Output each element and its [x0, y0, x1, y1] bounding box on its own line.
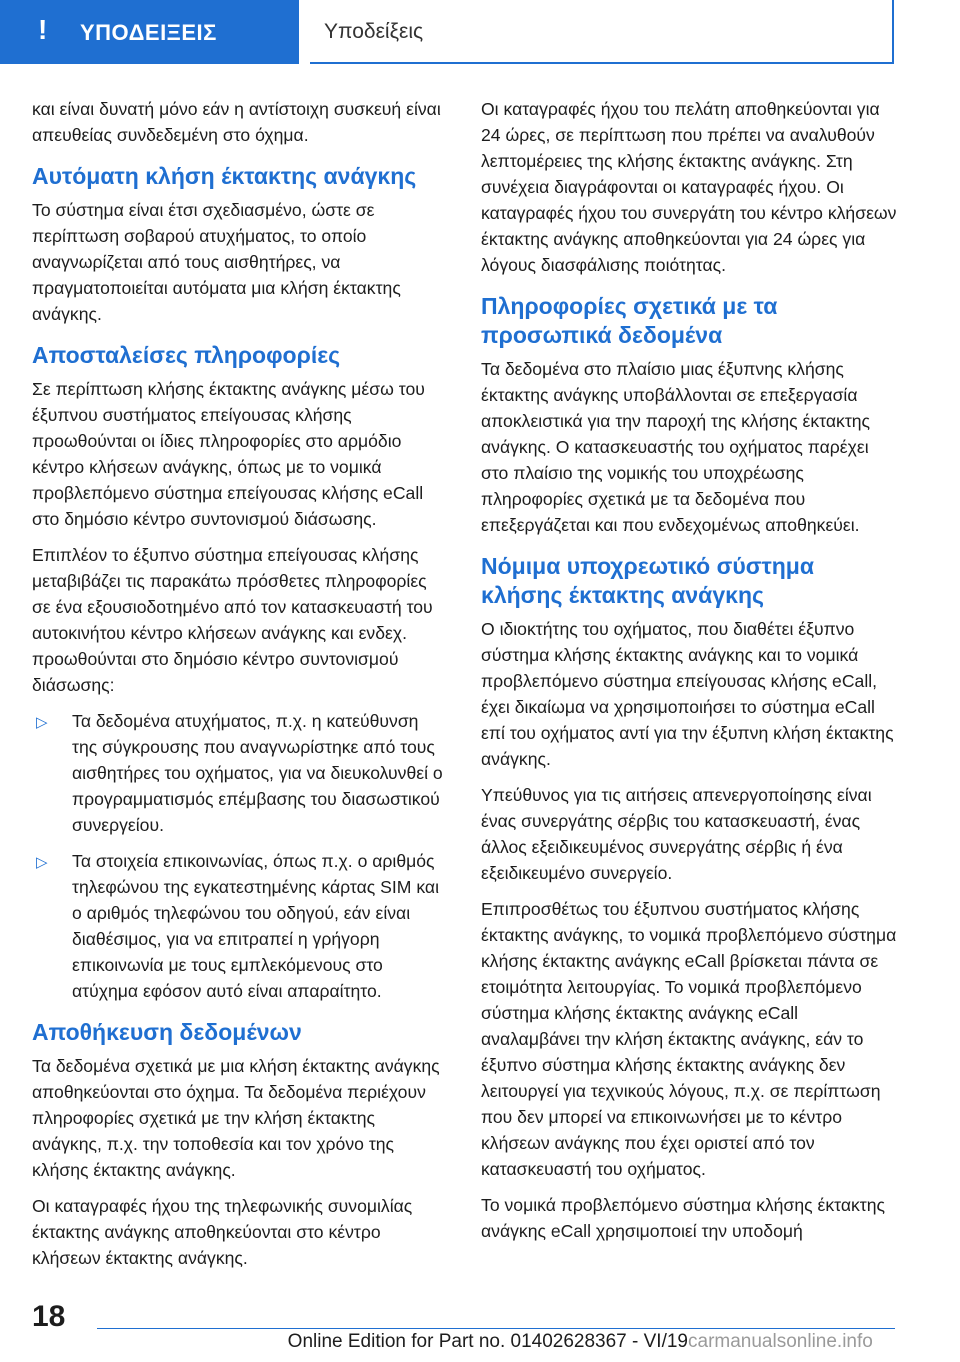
breadcrumb [310, 0, 894, 64]
heading-sent-info: Αποσταλείσες πληροφορίες [32, 342, 341, 368]
paragraph: Το νομικά προβλεπόμενο σύστημα κλήσης έκτακτης ανάγκης eCall χρησιμοποιεί την υποδομή [481, 1195, 886, 1241]
paragraph: Σε περίπτωση κλήσης έκτακτης ανάγκης μέσω του έξυπνου συστήματος επείγουσας κλήσης προωθούνται οι ίδιες πληροφορίες στο αρμόδιο κέντρο κλήσεων ανάγκης, όπως με το νομικά προβλεπόμενο σύστημα επείγουσας κλήσης eCall στο δημόσιο κέντρο συντονισμού διάσωσης. [32, 379, 425, 529]
section-title: ΥΠΟΔΕΙΞΕΙΣ [80, 20, 217, 45]
heading-automatic-call: Αυτόματη κλήση έκτακτης ανάγκης [32, 163, 417, 189]
heading-legal-ecall: Νόμιμα υποχρεωτικό σύστημα κλήσης έκτακτης ανάγκης [481, 553, 815, 608]
bullet-list [32, 708, 448, 1004]
paragraph: Υπεύθυνος για τις αιτήσεις απενεργοποίησης είναι ένας συνεργάτης σέρβις του κατασκευαστή, ένας άλλος εξειδικευμένος συνεργάτης σέρβις ή ένα εξειδικευμένο συνεργείο. [481, 785, 872, 883]
paragraph: Οι καταγραφές ήχου του πελάτη αποθηκεύονται για 24 ώρες, σε περίπτωση που πρέπει να αναλυθούν λεπτομέρειες της κλήσης έκτακτης ανάγκης. Στη συνέχεια διαγράφονται οι καταγραφές ήχου. Οι καταγραφές ήχου του συνεργάτη του κέντρο κλήσεων έκτακτης ανάγκης αποθηκεύονται για 24 ώρες για λόγους διασφάλισης ποιότητας. [481, 99, 897, 275]
paragraph: Τα δεδομένα στο πλαίσιο μιας έξυπνης κλήσης έκτακτης ανάγκης υποβάλλονται σε επεξεργασία αποκλειστικά για την παροχή της κλήσης έκτακτης ανάγκης. Ο κατασκευαστής του οχήματος παρέχει στο πλαίσιο της νομικής του υποχρέωσης πληροφορίες σχετικά με τα δεδομένα που επεξεργάζεται και που ενδεχομένως αποθηκεύει. [481, 359, 871, 535]
list-item [32, 708, 448, 838]
right-column [481, 96, 899, 1254]
list-item-text: Τα στοιχεία επικοινωνίας, όπως π.χ. ο αριθμός τηλεφώνου της εγκατεστημένης κάρτας SIM και ο αριθμός τηλεφώνου του οδηγού, εάν είναι διαθέσιμος, για να επιτραπεί η γρήγορη επικοινωνία με τους εμπλεκόμενους στο ατύχημα εφόσον αυτό είναι απαραίτητο. [72, 851, 440, 1001]
triangle-bullet-icon: ▷ [36, 854, 48, 871]
paragraph: Ο ιδιοκτήτης του οχήματος, που διαθέτει έξυπνο σύστημα κλήσης έκτακτης ανάγκης και το νομικά προβλεπόμενο σύστημα επείγουσας κλήσης eCall, έχει δικαίωμα να χρησιμοποιήσει το σύστημα eCall επί του οχήματος αντί για την έξυπνη κλήση έκτακτης ανάγκης. [481, 619, 894, 769]
paragraph: Οι καταγραφές ήχου της τηλεφωνικής συνομιλίας έκτακτης ανάγκης αποθηκεύονται στο κέντρο κλήσεων έκτακτης ανάγκης. [32, 1196, 413, 1268]
page-number: 18 [32, 1300, 66, 1333]
paragraph: Τα δεδομένα σχετικά με μια κλήση έκτακτης ανάγκης αποθηκεύονται στο όχημα. Τα δεδομένα περιέχουν πληροφορίες σχετικά με την κλήση έκτακτης ανάγκης, π.χ. την τοποθεσία και τον χρόνο της κλήσης έκτακτης ανάγκης. [32, 1056, 440, 1180]
heading-data-storage: Αποθήκευση δεδομένων [32, 1019, 302, 1045]
breadcrumb-label: Υποδείξεις [324, 20, 424, 43]
paragraph: και είναι δυνατή μόνο εάν η αντίστοιχη συσκευή είναι απευθείας συνδεδεμένη στο όχημα. [32, 99, 441, 145]
watermark: carmanualsonline.info [688, 1331, 873, 1352]
paragraph: Επιπλέον το έξυπνο σύστημα επείγουσας κλήσης μεταβιβάζει τις παρακάτω πρόσθετες πληροφορίες σε ένα εξουσιοδοτημένο από τον κατασκευαστή του αυτοκινήτου κέντρο κλήσεων ανάγκης και ενδεχ. προωθούνται στο δημόσιο κέντρο συντονισμού διάσωσης: [32, 545, 433, 695]
section-tab [0, 0, 299, 64]
heading-personal-data: Πληροφορίες σχετικά με τα προσωπικά δεδομένα [481, 293, 778, 348]
exclamation-icon: ! [38, 14, 48, 45]
list-item-text: Τα δεδομένα ατυχήματος, π.χ. η κατεύθυνση της σύγκρουσης που αναγνωρίστηκε από τους αισθητήρες του οχήματος, για να διευκολυνθεί ο προγραμματισμός επέμβασης του διασωστικού συνεργείου. [72, 711, 443, 835]
paragraph: Επιπροσθέτως του έξυπνου συστήματος κλήσης έκτακτης ανάγκης, το νομικά προβλεπόμενο σύστημα κλήσης έκτακτης ανάγκης eCall βρίσκεται πάντα σε ετοιμότητα λειτουργίας. Το νομικά προβλεπόμενο σύστημα κλήσης έκτακτης ανάγκης eCall αναλαμβάνει την κλήση έκτακτης ανάγκης, εάν το έξυπνο σύστημα κλήσης έκτακτης ανάγκης δεν λειτουργεί για τεχνικούς λόγους, π.χ. σε περίπτωση που δεν μπορεί να επικοινωνήσει με το κέντρο κλήσεων ανάγκης που έχει οριστεί από τον κατασκευαστή του οχήματος. [481, 899, 897, 1179]
left-column [32, 96, 448, 1281]
list-item [32, 848, 448, 1004]
footer-divider [97, 1328, 895, 1329]
paragraph: Το σύστημα είναι έτσι σχεδιασμένο, ώστε σε περίπτωση σοβαρού ατυχήματος, το οποίο αναγνωρίζεται από τους αισθητήρες, να πραγματοποιείται αυτόματα μια κλήση έκτακτης ανάγκης. [32, 200, 401, 324]
triangle-bullet-icon: ▷ [36, 714, 48, 731]
edition-footer: Online Edition for Part no. 01402628367 - VI/19 [287, 1331, 688, 1352]
